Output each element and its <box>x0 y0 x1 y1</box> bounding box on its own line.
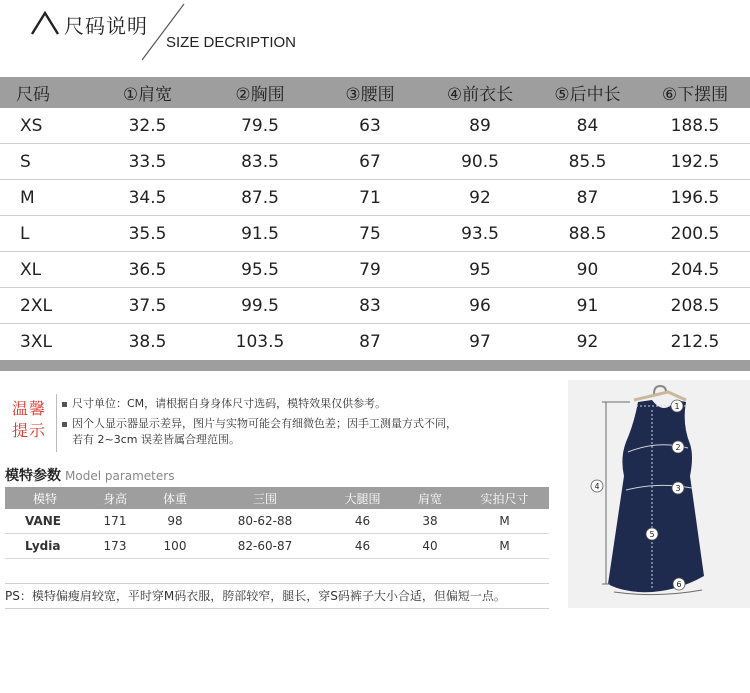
table-row <box>0 144 750 180</box>
cell: 95 <box>425 252 535 288</box>
cell: 71 <box>315 180 425 216</box>
label-text: 6 <box>676 580 682 589</box>
cell: XL <box>0 252 90 288</box>
tips-badge-line: 温馨 <box>11 399 46 418</box>
cell: L <box>0 216 90 252</box>
label-1 <box>671 400 683 412</box>
table-row <box>5 534 549 559</box>
label-text: 2 <box>675 443 681 452</box>
model-table-header <box>5 487 549 509</box>
cell: M <box>0 180 90 216</box>
col-header: ②胸围 <box>205 77 315 108</box>
page-subtitle: SIZE DECRIPTION <box>166 34 297 51</box>
cell: 188.5 <box>640 108 750 144</box>
col-header: ③腰围 <box>315 77 425 108</box>
cell: 87.5 <box>205 180 315 216</box>
model-params-title-en: Model parameters <box>65 469 175 483</box>
cell: 79.5 <box>205 108 315 144</box>
col-header: 体重 <box>145 487 205 509</box>
cell: 35.5 <box>90 216 205 252</box>
cell: 33.5 <box>90 144 205 180</box>
table-row <box>0 180 750 216</box>
bullet-icon <box>62 402 67 407</box>
cell: 3XL <box>20 331 52 352</box>
cell: 103.5 <box>235 331 285 352</box>
tips-badge-line: 提示 <box>11 421 46 440</box>
tip-line: 因个人显示器显示差异，图片与实物可能会有细微色差；因手工测量方式不同， <box>72 417 457 430</box>
cell: 204.5 <box>640 252 750 288</box>
cell: 100 <box>145 534 205 559</box>
cell: VANE <box>5 509 85 534</box>
tips-badge <box>7 398 51 442</box>
tip-row <box>62 396 457 412</box>
label-text: 1 <box>674 402 680 411</box>
cell: 40 <box>400 534 460 559</box>
tip-row <box>62 432 457 448</box>
cell: 38 <box>400 509 460 534</box>
cell: 32.5 <box>90 108 205 144</box>
size-table <box>0 77 750 359</box>
cell: 88.5 <box>535 216 640 252</box>
cell: S <box>0 144 90 180</box>
col-header: 大腿围 <box>325 487 400 509</box>
header <box>0 0 750 70</box>
cell: 93.5 <box>425 216 535 252</box>
table-row <box>0 288 750 324</box>
cell: 95.5 <box>205 252 315 288</box>
tip-row <box>62 416 457 432</box>
table-row <box>0 252 750 288</box>
cell: 98 <box>145 509 205 534</box>
cell: 83 <box>315 288 425 324</box>
cell: M <box>460 509 549 534</box>
tip-line: 若有 2~3cm 误差皆属合理范围。 <box>72 433 240 446</box>
label-5 <box>646 528 658 540</box>
label-text: 4 <box>594 482 600 491</box>
label-4 <box>591 480 603 492</box>
table-row <box>0 108 750 144</box>
cell: 87 <box>359 331 381 352</box>
page-title: 尺码说明 <box>64 14 148 38</box>
tips-text <box>62 396 457 448</box>
cell: 38.5 <box>128 331 167 352</box>
cell: 89 <box>425 108 535 144</box>
cell: 212.5 <box>670 331 720 352</box>
cell: 92 <box>425 180 535 216</box>
cell: 46 <box>325 534 400 559</box>
cell: 84 <box>535 108 640 144</box>
cell: XS <box>0 108 90 144</box>
cell: 99.5 <box>205 288 315 324</box>
caret-logo-icon <box>30 10 60 36</box>
col-header: ④前衣长 <box>425 77 535 108</box>
model-params-title-cn: 模特参数 <box>5 468 61 484</box>
model-params-title <box>5 465 174 485</box>
size-table-header <box>0 77 750 108</box>
bullet-icon <box>62 422 67 427</box>
cell: 85.5 <box>535 144 640 180</box>
table-row <box>5 509 549 534</box>
cell: 75 <box>315 216 425 252</box>
cell: 91 <box>535 288 640 324</box>
cell: 83.5 <box>205 144 315 180</box>
table-row <box>0 216 750 252</box>
col-header: ⑤后中长 <box>535 77 640 108</box>
label-2 <box>672 441 684 453</box>
dress-shape <box>608 400 704 592</box>
label-text: 5 <box>649 530 655 539</box>
label-3 <box>672 482 684 494</box>
table-row <box>0 324 750 360</box>
label-6 <box>673 578 685 590</box>
cell: 80-62-88 <box>205 509 325 534</box>
cell: 36.5 <box>90 252 205 288</box>
col-header: 模特 <box>5 487 85 509</box>
col-header: ①肩宽 <box>90 77 205 108</box>
cell: 90 <box>535 252 640 288</box>
cell: 87 <box>535 180 640 216</box>
col-header: ⑥下摆围 <box>640 77 750 108</box>
cell: 171 <box>85 509 145 534</box>
cell: 96 <box>425 288 535 324</box>
cell: 90.5 <box>425 144 535 180</box>
cell: 34.5 <box>90 180 205 216</box>
cell: 91.5 <box>205 216 315 252</box>
cell: 67 <box>315 144 425 180</box>
cell: 208.5 <box>640 288 750 324</box>
model-table <box>5 487 549 559</box>
tip-line: 尺寸单位：CM，请根据自身身体尺寸选码，模特效果仅供参考。 <box>72 397 387 410</box>
dress-diagram <box>568 380 750 608</box>
cell: 63 <box>315 108 425 144</box>
table-bottom-band <box>0 360 750 371</box>
divider-slash <box>132 0 192 62</box>
cell: 46 <box>325 509 400 534</box>
cell: 92 <box>576 331 599 352</box>
cell: 97 <box>469 331 491 352</box>
divider <box>56 394 57 452</box>
dress-illustration <box>568 380 750 608</box>
label-text: 3 <box>675 484 681 493</box>
hanger-icon <box>634 392 686 400</box>
cell: 2XL <box>0 288 90 324</box>
cell: 82-60-87 <box>205 534 325 559</box>
cell: 79 <box>315 252 425 288</box>
col-header: 三围 <box>205 487 325 509</box>
cell: 192.5 <box>640 144 750 180</box>
ps-note: PS：模特偏瘦肩较宽，平时穿M码衣服，胯部较窄，腿长，穿S码裤子大小合适，但偏短一点。 <box>5 583 549 609</box>
col-header: 身高 <box>85 487 145 509</box>
cell: 37.5 <box>90 288 205 324</box>
col-header: 肩宽 <box>400 487 460 509</box>
cell: 200.5 <box>640 216 750 252</box>
cell: Lydia <box>5 534 85 559</box>
col-header: 实拍尺寸 <box>460 487 549 509</box>
col-header: 尺码 <box>0 77 90 108</box>
cell: 173 <box>85 534 145 559</box>
cell: M <box>460 534 549 559</box>
cell: 196.5 <box>640 180 750 216</box>
